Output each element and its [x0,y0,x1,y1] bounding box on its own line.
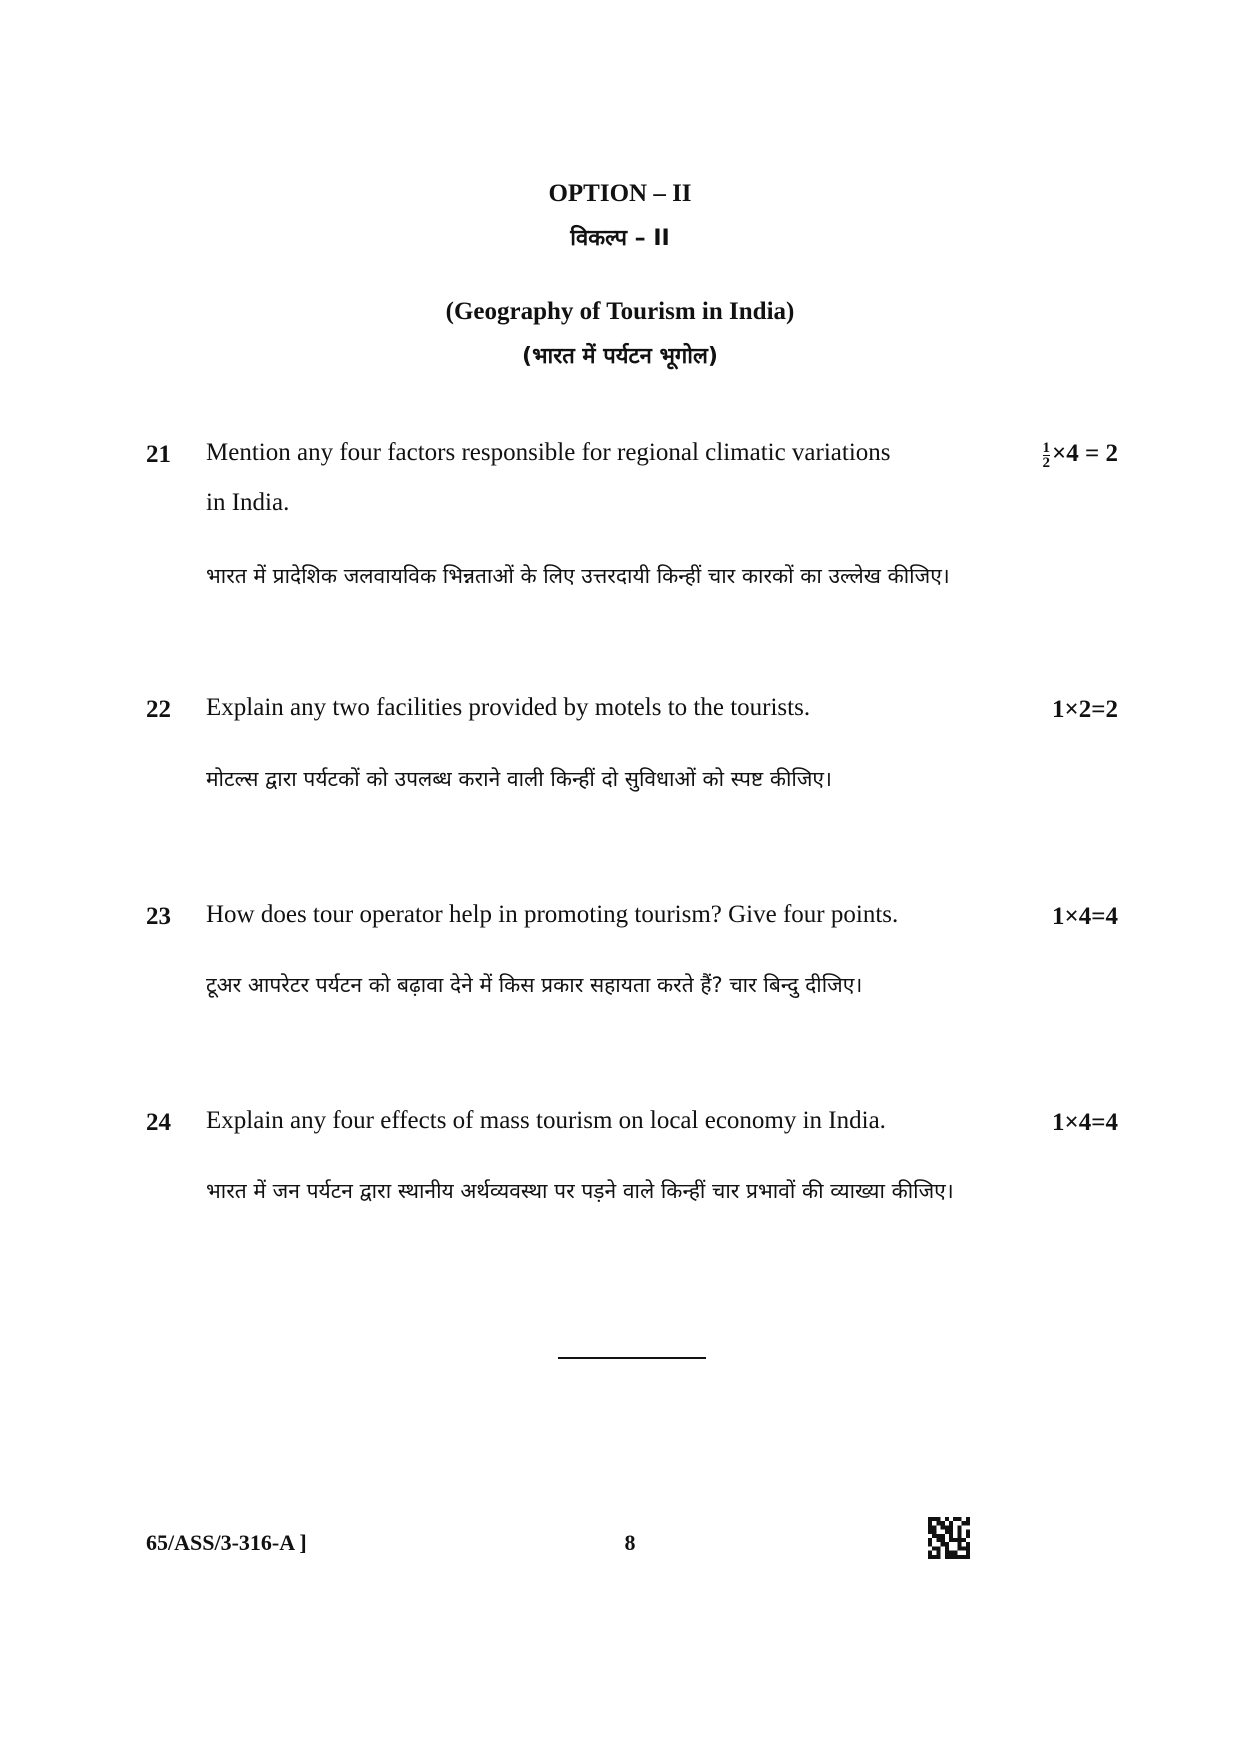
paper-code: 65/ASS/3-316-A ] [146,1530,307,1555]
question-text-continued: in India. [206,489,290,516]
marks-multiplier: ×4 = 2 [1052,440,1118,467]
qr-code-icon [928,1517,970,1559]
fraction-numerator: 1 [1042,439,1050,456]
question-text: How does tour operator help in promoting tourism? Give four points. [206,901,899,928]
question-text: Mention any four factors responsible for regional climatic variations [206,439,891,466]
option-heading: OPTION – II [548,180,692,207]
question-text-hindi: भारत में प्रादेशिक जलवायविक भिन्नताओं के लिए उत्तरदायी किन्हीं चार कारकों का उल्लेख कीजिए। [206,564,950,588]
question-text-hindi: मोटल्स द्वारा पर्यटकों को उपलब्ध कराने वाली किन्हीं दो सुविधाओं को स्पष्ट कीजिए। [206,767,832,791]
marks-fraction [1043,441,1051,470]
question-text: Explain any four effects of mass tourism on local economy in India. [206,1107,886,1134]
option-heading-hindi: विकल्प – II [570,226,670,251]
subject-heading: (Geography of Tourism in India) [445,298,795,325]
question-marks: 1×2=2 [1052,696,1118,723]
end-of-section-rule [558,1357,706,1359]
question-text-hindi: टूअर आपरेटर पर्यटन को बढ़ावा देने में किस प्रकार सहायता करते हैं? चार बिन्दु दीजिए। [206,973,863,997]
question-marks [1043,440,1119,470]
question-number: 22 [146,696,171,723]
question-number: 21 [146,441,171,468]
question-marks: 1×4=4 [1052,1109,1118,1136]
question-text-hindi: भारत में जन पर्यटन द्वारा स्थानीय अर्थव्यवस्था पर पड़ने वाले किन्हीं चार प्रभावों की व्याख्या कीजिए। [206,1179,954,1203]
question-number: 24 [146,1109,171,1136]
question-marks: 1×4=4 [1052,903,1118,930]
page-number: 8 [624,1530,636,1555]
question-number: 23 [146,903,171,930]
question-text: Explain any two facilities provided by motels to the tourists. [206,694,811,721]
subject-heading-hindi: (भारत में पर्यटन भूगोल) [522,344,718,369]
fraction-denominator: 2 [1042,454,1050,471]
